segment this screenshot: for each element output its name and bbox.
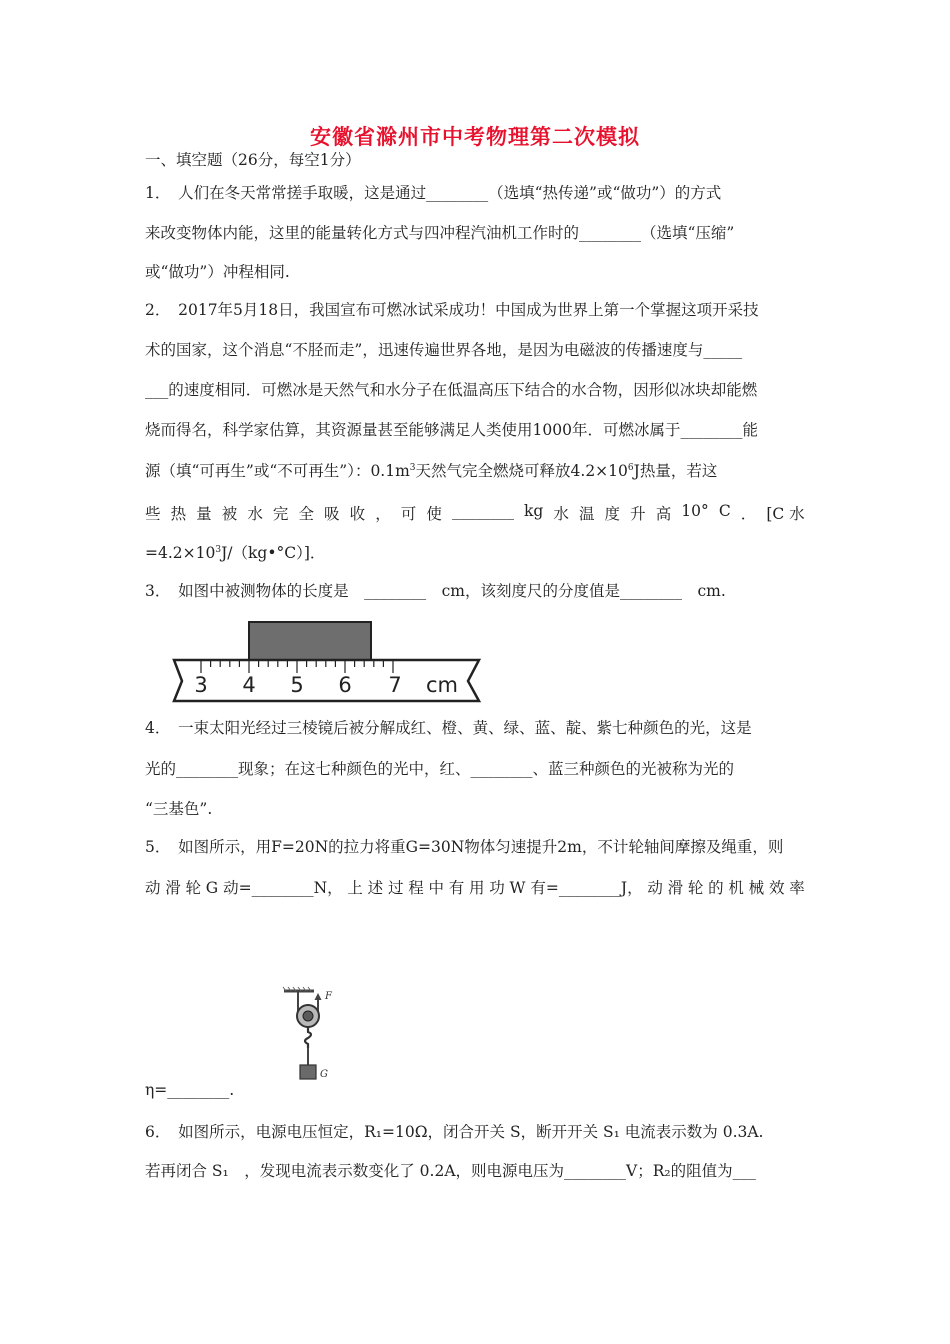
q2-w1: 热 [170,505,187,523]
q5-w4: 上 [347,879,363,897]
q2-sup-3: 3 [215,544,222,555]
q2-w11: 使 [426,505,442,523]
q2-w2: 量 [196,505,212,523]
q2-sup-1: 3 [409,462,416,473]
q2-line-1: 2． 2017年5月18日，我国宣布可燃冰试采成功！中国成为世界上第一个掌握这项开采技 [145,301,759,319]
ruler-figure [166,619,482,703]
q5-line-3: η=________. [145,1081,235,1099]
q2-w7: 吸 [324,505,340,523]
ruler-label-4: 4 [242,673,256,697]
q2-w22: [C 水 [766,505,805,523]
q5-w8: 中 [428,879,444,897]
q5-w7: 程 [408,879,424,897]
q2-w16: 度 [604,505,621,523]
measured-block [249,622,371,660]
q2-line-7 [145,541,325,563]
q2-line-5-b: 天然气完全燃烧可释放4.2×10 [415,462,628,480]
q4-line-3: “三基色”. [145,800,213,818]
q2-w18: 高 [655,505,672,523]
q2-w17: 升 [630,505,646,523]
section-heading: 一、填空题（26分，每空1分） [145,151,361,169]
q5-w10: 用 [469,879,485,897]
q2-line-4: 烧而得名，科学家估算，其资源量甚至能够满足人类使用1000年．可燃冰属于________能 [145,421,758,439]
q2-w19: 10° [681,502,709,520]
q5-w3: G 动=________N， [205,879,343,897]
q1-line-2: 来改变物体内能，这里的能量转化方式与四冲程汽油机工作时的________（选填“压缩” [145,224,735,242]
q2-line-7-b: J/（kg•°C）]． [221,544,326,562]
q2-w9: ， [375,505,391,523]
q2-w13: kg [524,502,544,520]
q5-w17: 机 [728,879,744,897]
q2-line-6 [145,502,805,524]
q5-w15: 轮 [687,879,704,897]
q2-w5: 完 [272,505,289,523]
q2-line-7-a: =4.2×10 [145,544,216,562]
q2-w3: 被 [221,505,238,523]
q6-line-2: 若再闭合 S₁ ，发现电流表示数变化了 0.2A，则电源电压为________V；R₂的阻值为___ [145,1162,756,1180]
q2-w10: 可 [400,505,417,523]
q2-w21: ． [740,505,757,523]
q5-w16: 的 [708,879,724,897]
q2-w0: 些 [145,505,161,523]
q2-line-5-a: 源（填“可再生”或“不可再生”）：0.1m [145,462,410,480]
q5-w11: 功 [489,879,505,897]
q5-line-1: 5． 如图所示，用F=20N的拉力将重G=30N物体匀速提升2m，不计轮轴间摩擦及绳重，则 [145,838,784,856]
ruler-unit-label: cm [425,673,459,697]
pulley-figure [280,985,340,1090]
q2-line-5 [145,459,717,481]
q5-w19: 效 [768,879,785,897]
q2-line-3: ___的速度相同．可燃冰是天然气和水分子在低温高压下结合的水合物，因形似冰块却能燃 [145,381,758,399]
q4-line-2: 光的________现象；在这七种颜色的光中，红、________、蓝三种颜色的光被称为光的 [145,760,735,778]
q5-line-2 [145,876,805,898]
weight-block [300,1065,316,1079]
hook [305,1027,311,1048]
q5-w14: 滑 [667,879,684,897]
q3-line: 3． 如图中被测物体的长度是 ________ cm，该刻度尺的分度值是________ cm. [145,582,726,600]
ruler-label-7: 7 [388,673,402,697]
q1-line-1: 1． 人们在冬天常常搓手取暖，这是通过________（选填“热传递”或“做功”）的方式 [145,184,722,202]
weight-label: G [320,1069,328,1080]
force-arrow [315,993,322,1000]
ruler-label-5: 5 [290,673,304,697]
pulley-axle [303,1011,313,1021]
q5-w13: 动 [647,879,663,897]
q6-line-1: 6． 如图所示，电源电压恒定，R₁=10Ω，闭合开关 S，断开开关 S₁ 电流表示数为 0.3A. [145,1123,764,1141]
q2-w15: 温 [578,505,595,523]
q5-w18: 械 [748,879,765,897]
q2-w4: 水 [247,505,263,523]
q2-w20: C [718,502,731,520]
q5-w12: W 有=________J， [509,879,643,897]
page-title: 安徽省滁州市中考物理第二次模拟 [310,124,640,149]
q2-w8: 收 [349,505,366,523]
q5-w1: 滑 [165,879,181,897]
q2-w12: ________ [451,502,514,520]
q5-w0: 动 [145,879,161,897]
q2-line-5-c: J热量，若这 [633,462,718,480]
q4-line-1: 4． 一束太阳光经过三棱镜后被分解成红、橙、黄、绿、蓝、靛、紫七种颜色的光，这是 [145,719,752,737]
q5-w20: 率 [789,879,805,897]
force-label: F [325,991,332,1002]
q2-w6: 全 [298,505,314,523]
q2-line-2: 术的国家，这个消息“不胫而走”，迅速传遍世界各地，是因为电磁波的传播速度与_____ [145,341,743,359]
ruler-label-3: 3 [194,673,208,697]
ruler-label-6: 6 [338,673,352,697]
q5-w5: 述 [367,879,384,897]
q5-w9: 有 [448,879,465,897]
q5-w6: 过 [387,879,404,897]
q2-sup-2: 6 [627,462,634,473]
q1-line-3: 或“做功”）冲程相同. [145,263,290,281]
q5-w2: 轮 [185,879,202,897]
q2-w14: 水 [553,505,569,523]
